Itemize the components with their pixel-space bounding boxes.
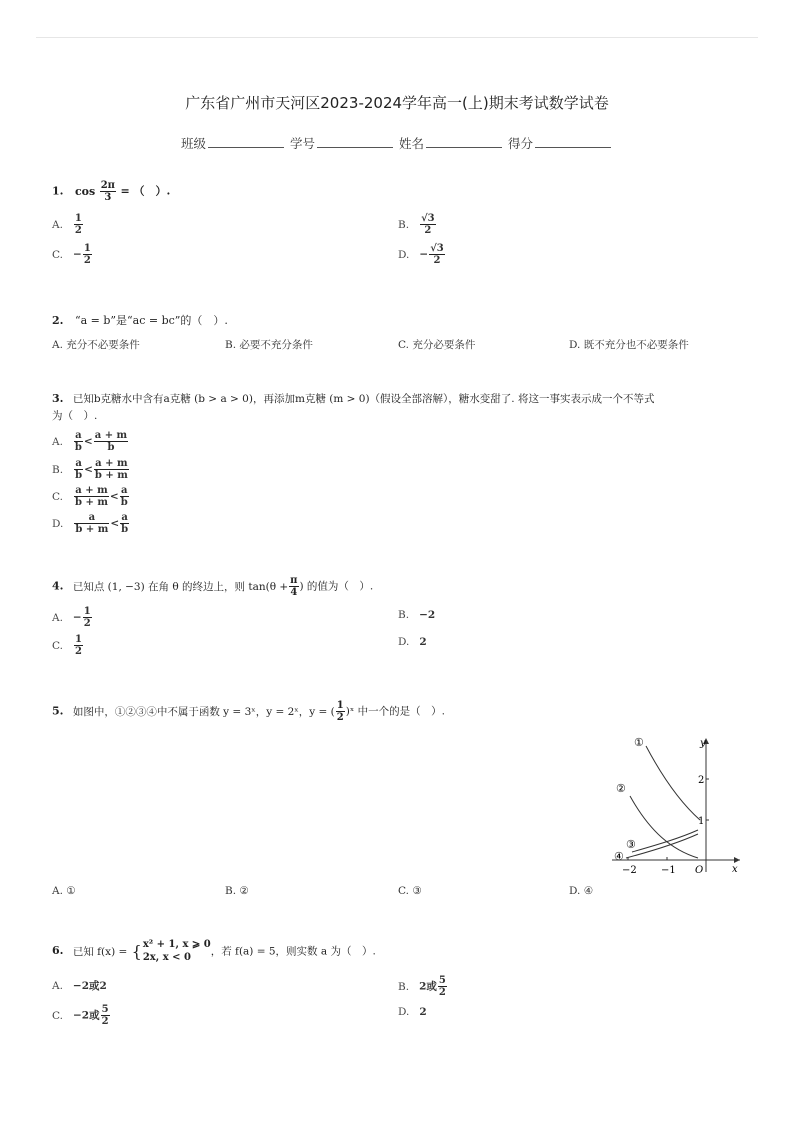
denominator: b [107,442,115,453]
q1-cos: cos [74,184,96,198]
option-fraction [101,1004,110,1027]
inequality-sign: < [83,435,93,448]
class-blank[interactable] [208,135,284,148]
q4-option-b[interactable] [398,609,435,621]
denominator: 2 [75,646,82,657]
question-number: 2. [52,314,64,327]
denominator: 2 [424,225,432,236]
denominator: 2 [74,225,82,236]
q6-option-c[interactable] [52,1004,111,1027]
option-label: A. [52,980,63,992]
denominator: 2 [336,712,344,723]
inequality-sign: < [109,490,119,503]
curve-label-3: ③ [626,838,636,851]
option-fraction [420,213,436,236]
curve-label-1: ① [634,736,644,749]
q6-option-d[interactable] [398,1006,427,1018]
q6-piecewise-cases [143,938,211,964]
option-fraction [83,243,92,266]
question-2-stem [52,312,228,328]
q1-option-d[interactable] [398,243,446,266]
left-fraction [74,512,109,535]
denominator: b [121,524,129,535]
numerator: 1 [336,700,344,711]
denominator: 2 [83,618,91,629]
denominator: 2 [438,987,446,998]
case-1: x² + 1, x ⩾ 0 [142,939,211,950]
denominator: 4 [290,587,298,598]
option-sign: − [419,248,429,261]
numerator: 1 [83,243,91,254]
left-fraction [74,430,83,453]
question-number: 1. [52,184,64,198]
option-sign: − [73,248,82,261]
curve-3 [632,830,698,852]
question-1-stem [52,180,170,203]
option-label: C. [52,490,63,503]
q5-stem-head: 如图中，①②③④中不属于函数 y = 3ˣ，y = 2ˣ，y = ( [72,705,335,718]
option-value: −2 [419,609,436,621]
option-label: A. [52,611,63,624]
q4-stem-tail: ) 的值为（ ）. [299,580,374,593]
numerator: a [75,430,82,441]
numerator: 5 [438,975,446,986]
score-label: 得分 [507,136,533,151]
q5-fraction [336,700,345,723]
q3-option-c[interactable] [52,485,130,508]
q5-option-c[interactable]: C. ③ [398,885,422,897]
option-label: C. [52,248,63,261]
q2-option-d[interactable]: D. 既不充分也不必要条件 [569,339,689,351]
numerator: 2π [100,180,115,191]
denominator: b [120,497,128,508]
curve-label-4: ④ [614,850,624,863]
class-label: 班级 [180,136,206,151]
option-label: B. [398,609,410,621]
student-info-line [0,134,794,152]
option-fraction [74,634,83,657]
option-label: D. [398,1006,410,1018]
inequality-sign: < [84,463,93,476]
q3-option-d[interactable] [52,512,130,535]
q2-option-b[interactable]: B. 必要不充分条件 [225,339,313,351]
q5-option-a[interactable]: A. ① [52,885,76,897]
curve-2 [630,796,698,858]
option-label: D. [398,636,410,648]
question-number: 4. [52,579,64,593]
question-6-stem [52,938,376,964]
y-axis-label: y [700,738,706,749]
numerator: 1 [74,213,82,224]
inequality-sign: < [110,517,120,530]
q1-stem-tail: = （ ）. [120,184,171,198]
q2-option-a[interactable]: A. 充分不必要条件 [52,339,140,351]
question-number: 5. [52,704,64,718]
denominator: b + m [75,497,108,508]
q1-option-c[interactable] [52,243,93,266]
denominator: 2 [83,255,91,266]
option-fraction [438,975,447,998]
left-fraction [74,485,109,508]
option-sign: − [72,611,82,624]
q2-option-c[interactable]: C. 充分必要条件 [398,339,476,351]
right-fraction [94,430,128,453]
denominator: b + m [94,470,128,481]
option-label: A. [52,218,63,231]
question-3-stem-line2: 为（ ）. [52,410,98,422]
student-id-blank[interactable] [317,135,393,148]
q6-option-a[interactable] [52,978,107,993]
option-label: D. [398,248,410,261]
q3-option-b[interactable] [52,458,130,481]
option-fraction [429,243,445,266]
numerator: a [121,512,128,523]
right-fraction [94,458,129,481]
q3-option-a[interactable] [52,430,129,453]
option-label: C. [52,1009,63,1022]
question-3-stem-line1 [52,391,654,406]
option-label: B. [398,218,410,231]
numerator: a [120,485,128,496]
q3-stem-text: 已知b克糖水中含有a克糖 (b > a > 0)，再添加m克糖 (m > 0)（假设全部溶解），糖水变甜了. 将这一事实表示成一个不等式 [72,393,655,405]
option-label: B. [398,980,410,993]
name-blank[interactable] [426,135,502,148]
header-divider [36,37,758,38]
brace-icon: { [131,941,142,961]
x-axis-label: x [732,864,738,875]
q1-option-a[interactable] [52,213,84,236]
option-label: C. [52,639,63,652]
right-fraction [120,485,129,508]
q1-option-b[interactable] [398,213,437,236]
exam-title: 广东省广州市天河区2023-2024学年高一(上)期末考试数学试卷 [185,94,609,112]
numerator: π [290,575,298,586]
curve-1 [646,746,700,820]
option-label: A. [52,435,63,448]
q6-stem-head: 已知 f(x) = [72,945,128,958]
q2-stem-text: “a = b”是“ac = bc”的（ ）. [74,314,228,327]
option-label: B. [52,463,64,476]
student-id-label: 学号 [289,136,315,151]
numerator: a [75,458,82,469]
q1-fraction [100,180,116,203]
denominator: b + m [75,524,109,535]
numerator: √3 [421,213,435,224]
curve-label-2: ② [616,782,626,795]
right-fraction [120,512,129,535]
q4-option-d[interactable] [398,636,427,648]
option-value: 2 [419,1006,427,1018]
option-value: −2或2 [72,980,107,992]
q5-option-b[interactable]: B. ② [225,885,249,897]
q4-option-c[interactable] [52,634,84,657]
numerator: 1 [83,606,91,617]
numerator: a + m [95,458,128,469]
denominator: 2 [433,255,441,266]
q6-option-b[interactable] [398,975,448,998]
q6-stem-tail: ，若 f(a) = 5，则实数 a 为（ ）. [210,945,376,958]
option-value: −2或 [73,1009,100,1022]
question-5-stem [52,700,445,723]
question-4-stem [52,575,373,598]
score-blank[interactable] [535,135,611,148]
q4-fraction [289,575,298,598]
question-number: 3. [52,392,64,405]
q5-function-graph [606,732,746,876]
numerator: a + m [94,430,128,441]
x-tick-label-neg2: −2 [622,865,637,876]
option-value: 2或 [419,980,437,993]
denominator: b [74,442,82,453]
question-number: 6. [52,944,64,957]
x-tick-label-neg1: −1 [661,865,676,876]
numerator: 1 [75,634,82,645]
q5-option-d[interactable]: D. ④ [569,885,594,897]
left-fraction [74,458,83,481]
q4-stem-head: 已知点 (1, −3) 在角 θ 的终边上，则 tan(θ + [72,580,289,593]
x-axis-arrow [734,857,740,863]
numerator: 5 [101,1004,109,1015]
origin-label: O [695,865,704,876]
numerator: a + m [75,485,108,496]
denominator: b [75,470,83,481]
option-value: 2 [419,636,427,648]
option-label: D. [52,517,64,530]
numerator: a [74,512,109,524]
y-tick-label-2: 2 [698,775,705,786]
case-2: 2x, x < 0 [142,952,191,963]
denominator: 2 [101,1016,109,1027]
y-tick-label-1: 1 [698,816,705,827]
q4-option-a[interactable] [52,606,93,629]
denominator: 3 [104,192,112,203]
option-fraction [74,213,83,236]
numerator: √3 [430,243,444,254]
name-label: 姓名 [398,136,424,151]
option-fraction [83,606,92,629]
q5-stem-tail: )ˣ 中一个的是（ ）. [345,705,445,718]
